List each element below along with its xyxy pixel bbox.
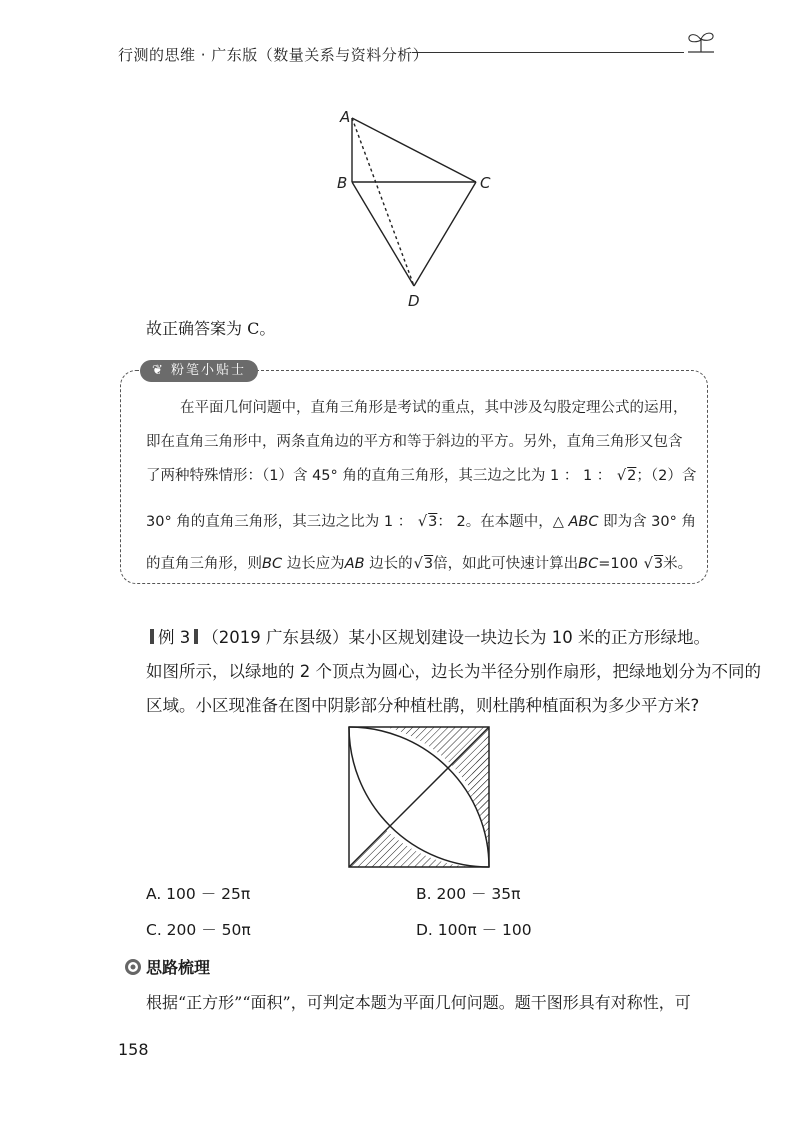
example-mark-left: [150, 629, 154, 644]
side-ab: AB: [344, 556, 365, 572]
header-rule: [412, 52, 684, 53]
sqrt-three: √ 3: [418, 514, 437, 530]
answer-statement: 故正确答案为 C。: [146, 319, 276, 338]
option-c: C. 200 － 50π: [146, 921, 251, 939]
sqrt-three-3: √ 3: [644, 556, 663, 572]
tip-line-5-f: 米。: [663, 556, 693, 572]
tip-line-3-b: ；（2）含: [636, 468, 697, 484]
tip-line-3-a: 了两种特殊情形：（1）含 45° 角的直角三角形，其三边之比为 1 ： 1 ：: [146, 468, 612, 484]
example-line-1-text: （2019 广东县级）某小区规划建设一块边长为 10 米的正方形绿地。: [202, 628, 710, 647]
sprout-small-icon: ❦: [152, 363, 172, 378]
tip-line-2: 即在直角三角形中，两条直角边的平方和等于斜边的平方。另外，直角三角形又包含: [146, 434, 683, 450]
example-line-2: 如图所示，以绿地的 2 个顶点为圆心，边长为半径分别作扇形，把绿地划分为不同的: [146, 662, 761, 681]
tip-line-5-e: =100: [598, 556, 639, 572]
option-a: A. 100 － 25π: [146, 885, 251, 903]
thinking-text: 根据“正方形”“面积”，可判定本题为平面几何问题。题干图形具有对称性，可: [146, 993, 691, 1012]
vertex-label-b: B: [337, 174, 348, 192]
tip-line-3: [146, 464, 696, 485]
tip-line-1: 在平面几何问题中，直角三角形是考试的重点，其中涉及勾股定理公式的运用，: [180, 400, 688, 416]
tip-tag: [140, 360, 258, 382]
example-label: 例 3: [158, 628, 191, 647]
option-b: B. 200 － 35π: [416, 885, 521, 903]
tip-line-4-a: 30° 角的直角三角形，其三边之比为 1 ：: [146, 514, 413, 530]
page-number: 158: [118, 1040, 149, 1059]
target-icon: [124, 958, 142, 976]
vertex-label-a: A: [340, 108, 351, 126]
option-d: D. 100π － 100: [416, 921, 532, 939]
tip-line-4: [146, 510, 696, 531]
side-bc-2: BC: [578, 556, 599, 572]
tetrahedron-figure: [300, 98, 520, 318]
example-line-3: 区域。小区现准备在图中阴影部分种植杜鹃，则杜鹃种植面积为多少平方米?: [146, 696, 700, 715]
sqrt-two: √ 2: [617, 468, 636, 484]
example-mark-right: [194, 629, 198, 644]
tip-line-5-a: 的直角三角形，则: [146, 556, 262, 572]
triangle-abc: ABC: [568, 514, 599, 530]
thinking-title: 思路梳理: [146, 958, 211, 977]
tip-line-5-d: 倍，如此可快速计算出: [433, 556, 579, 572]
side-bc: BC: [262, 556, 283, 572]
tip-line-5-c: 边长的: [369, 556, 413, 572]
vertex-label-d: D: [408, 292, 420, 310]
sqrt-three-2: √ 3: [414, 556, 433, 572]
sprout-icon: [684, 28, 718, 54]
example-line-1: [146, 624, 710, 648]
vertex-label-c: C: [480, 174, 491, 192]
tip-line-4-b: ： 2。在本题中，△: [437, 514, 564, 530]
tip-line-4-c: 即为含 30° 角: [603, 514, 696, 530]
running-header-title: 行测的思维 · 广东版（数量关系与资料分析）: [118, 46, 429, 64]
tip-line-5-b: 边长应为: [286, 556, 345, 572]
tip-line-5: [146, 552, 692, 573]
tip-tag-label: 粉笔小贴士: [171, 363, 247, 378]
square-arc-figure: [344, 722, 494, 872]
